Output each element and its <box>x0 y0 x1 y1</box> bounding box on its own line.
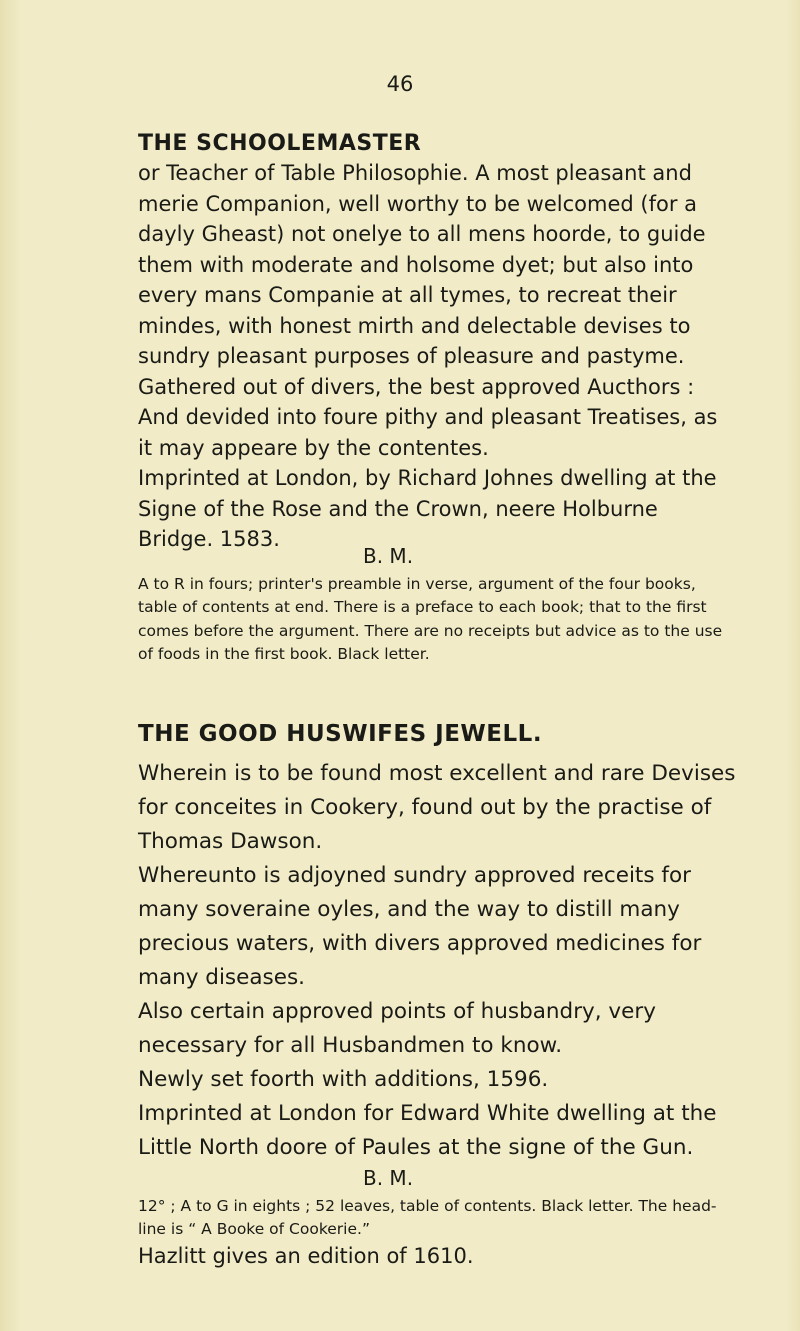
library-mark: B. M. <box>363 543 414 568</box>
page-edge-shadow-right <box>786 0 800 1331</box>
bibliographic-note: 12° ; A to G in eights ; 52 leaves, table of contents. Black letter. The head-line is “ A Booke of Cookerie.” <box>138 1196 717 1238</box>
entry-description: Whereunto is adjoyned sundry approved receits for many soveraine oyles, and the way to distill many precious waters, with divers approved medicines for many diseases. <box>138 862 702 990</box>
entry-description: And devided into foure pithy and pleasant Treatises, as it may appeare by the contentes. <box>138 405 718 460</box>
entry-imprint: Imprinted at London, by Richard Johnes dwelling at the Signe of the Rose and the Crown, neere Holburne Bridge. 1583. <box>138 466 717 551</box>
entry-imprint: Imprinted at London for Edward White dwelling at the Little North doore of Paules at the signe of the Gun. <box>138 1100 717 1160</box>
entry-good-huswifes-jewell <box>138 719 738 1270</box>
edition-note: Hazlitt gives an edition of 1610. <box>138 1243 474 1268</box>
entry-description: Wherein is to be found most excellent and rare Devises for conceites in Cookery, found out by the practise of Thomas Dawson. <box>138 760 736 854</box>
entry-edition: Newly set foorth with additions, 1596. <box>138 1066 549 1092</box>
entry-title: THE GOOD HUSWIFES JEWELL. <box>138 720 543 747</box>
library-mark: B. M. <box>363 1165 414 1190</box>
bibliographic-note: A to R in fours; printer's preamble in verse, argument of the four books, table of contents at end. There is a preface to each book; that to the first comes before the argument. There are no receipts but advice as to the use of foods in the first book. Black letter. <box>138 574 723 663</box>
page-edge-shadow-left <box>0 0 22 1331</box>
entry-description: Also certain approved points of husbandry, very necessary for all Husbandmen to know. <box>138 998 656 1058</box>
entry-title: THE SCHOOLEMASTER <box>138 131 422 156</box>
entry-description: or Teacher of Table Philosophie. A most pleasant and merie Companion, well worthy to be welcomed (for a dayly Gheast) not onelye to all mens hoorde, to guide them with moderate and holsome dyet; but also into every mans Companie at all tymes, to recreat their mindes, with honest mirth and delectable devises to sundry pleasant purposes of pleasure and pastyme. <box>138 161 706 368</box>
page-content <box>138 130 738 1270</box>
entry-schoolemaster <box>138 130 738 667</box>
entry-description: Gathered out of divers, the best approved Aucthors : <box>138 374 695 399</box>
page-number: 46 <box>386 72 414 96</box>
